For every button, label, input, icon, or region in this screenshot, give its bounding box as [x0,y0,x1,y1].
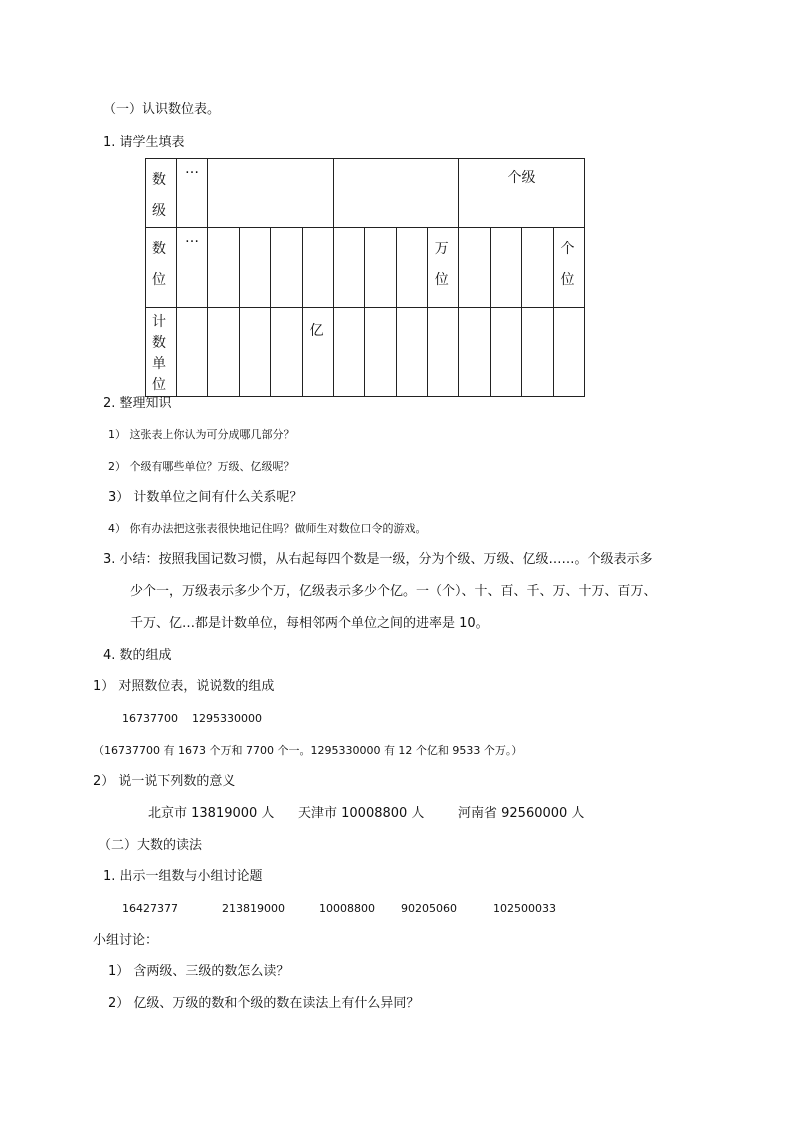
table-cell [490,308,522,397]
summary-line-1: 3. 小结：按照我国记数习惯，从右起每四个数是一级，分为个级、万级、亿级……。个级表示多 [103,552,653,567]
question-2: 2） 个级有哪些单位？万级、亿级呢？ [108,460,295,473]
number-2: 213819000 [222,902,285,915]
beijing-population: 北京市 13819000 人 [148,806,275,821]
question-3: 3） 计数单位之间有什么关系呢？ [108,490,303,505]
table-cell [490,228,522,308]
number-5: 102500033 [493,902,556,915]
yi-cell: 亿 [302,308,334,397]
section-two-title: （二）大数的读法 [98,838,203,853]
discussion-question-2: 2） 亿级、万级的数和个级的数在读法上有什么异同？ [108,996,420,1011]
table-cell [334,308,365,397]
wan-wei-cell: 万位 [427,228,458,308]
table-cell [553,308,585,397]
table-cell [239,228,271,308]
ge-ji-label: 个级 [507,170,536,186]
summary-line-3: 千万、亿…都是计数单位，每相邻两个单位之间的进率是 10。 [130,616,489,631]
question-4: 4） 你有办法把这张表很快地记住吗？做师生对数位口令的游戏。 [108,522,427,535]
table-cell [302,228,334,308]
ellipsis-cell: … [177,228,208,308]
summary-line-2: 少个一，万级表示多少个万，亿级表示多少个亿。一（个）、十、百、千、万、十万、百万、 [130,584,657,599]
item-4-title: 4. 数的组成 [103,648,172,663]
item-2-title: 2. 整理知识 [103,396,172,411]
row-unit-header: 计数单位 [146,308,177,397]
table-cell [396,308,427,397]
level-cell-ge [459,159,585,228]
level-cell-wan [334,159,459,228]
discussion-question-1: 1） 含两级、三级的数怎么读？ [108,964,290,979]
item-4-sub-1: 1） 对照数位表，说说数的组成 [93,679,275,694]
number-3: 10008800 [319,902,375,915]
table-cell [522,308,554,397]
table-cell [365,308,396,397]
ellipsis-cell: … [177,159,208,228]
table-cell [208,228,240,308]
table-cell [522,228,554,308]
table-cell [334,228,365,308]
number-4: 90205060 [401,902,457,915]
table-cell [427,308,458,397]
table-cell [459,228,491,308]
table-cell [365,228,396,308]
table-cell [239,308,271,397]
table-cell [271,308,303,397]
section-one-title: （一）认识数位表。 [103,102,221,117]
table-cell [177,308,208,397]
example-numbers: 16737700 1295330000 [122,712,262,725]
table-cell [396,228,427,308]
number-1: 16427377 [122,902,178,915]
section-two-item-1: 1. 出示一组数与小组讨论题 [103,869,263,884]
henan-population: 河南省 92560000 人 [458,806,585,821]
item-1-title: 1. 请学生填表 [103,135,185,150]
place-value-table [145,158,585,397]
row-level-header: 数级 [146,159,177,228]
table-cell [459,308,491,397]
table-cell [208,308,240,397]
table-cell [271,228,303,308]
composition-answer: （16737700 有 1673 个万和 7700 个一。1295330000 有 12 个亿和 9533 个万。） [93,744,523,757]
group-discussion-label: 小组讨论： [93,933,159,948]
level-cell-yi [208,159,334,228]
ge-wei-cell: 个位 [553,228,585,308]
tianjin-population: 天津市 10008800 人 [298,806,425,821]
item-4-sub-2: 2） 说一说下列数的意义 [93,774,236,789]
row-place-header: 数位 [146,228,177,308]
question-1: 1） 这张表上你认为可分成哪几部分？ [108,428,295,441]
